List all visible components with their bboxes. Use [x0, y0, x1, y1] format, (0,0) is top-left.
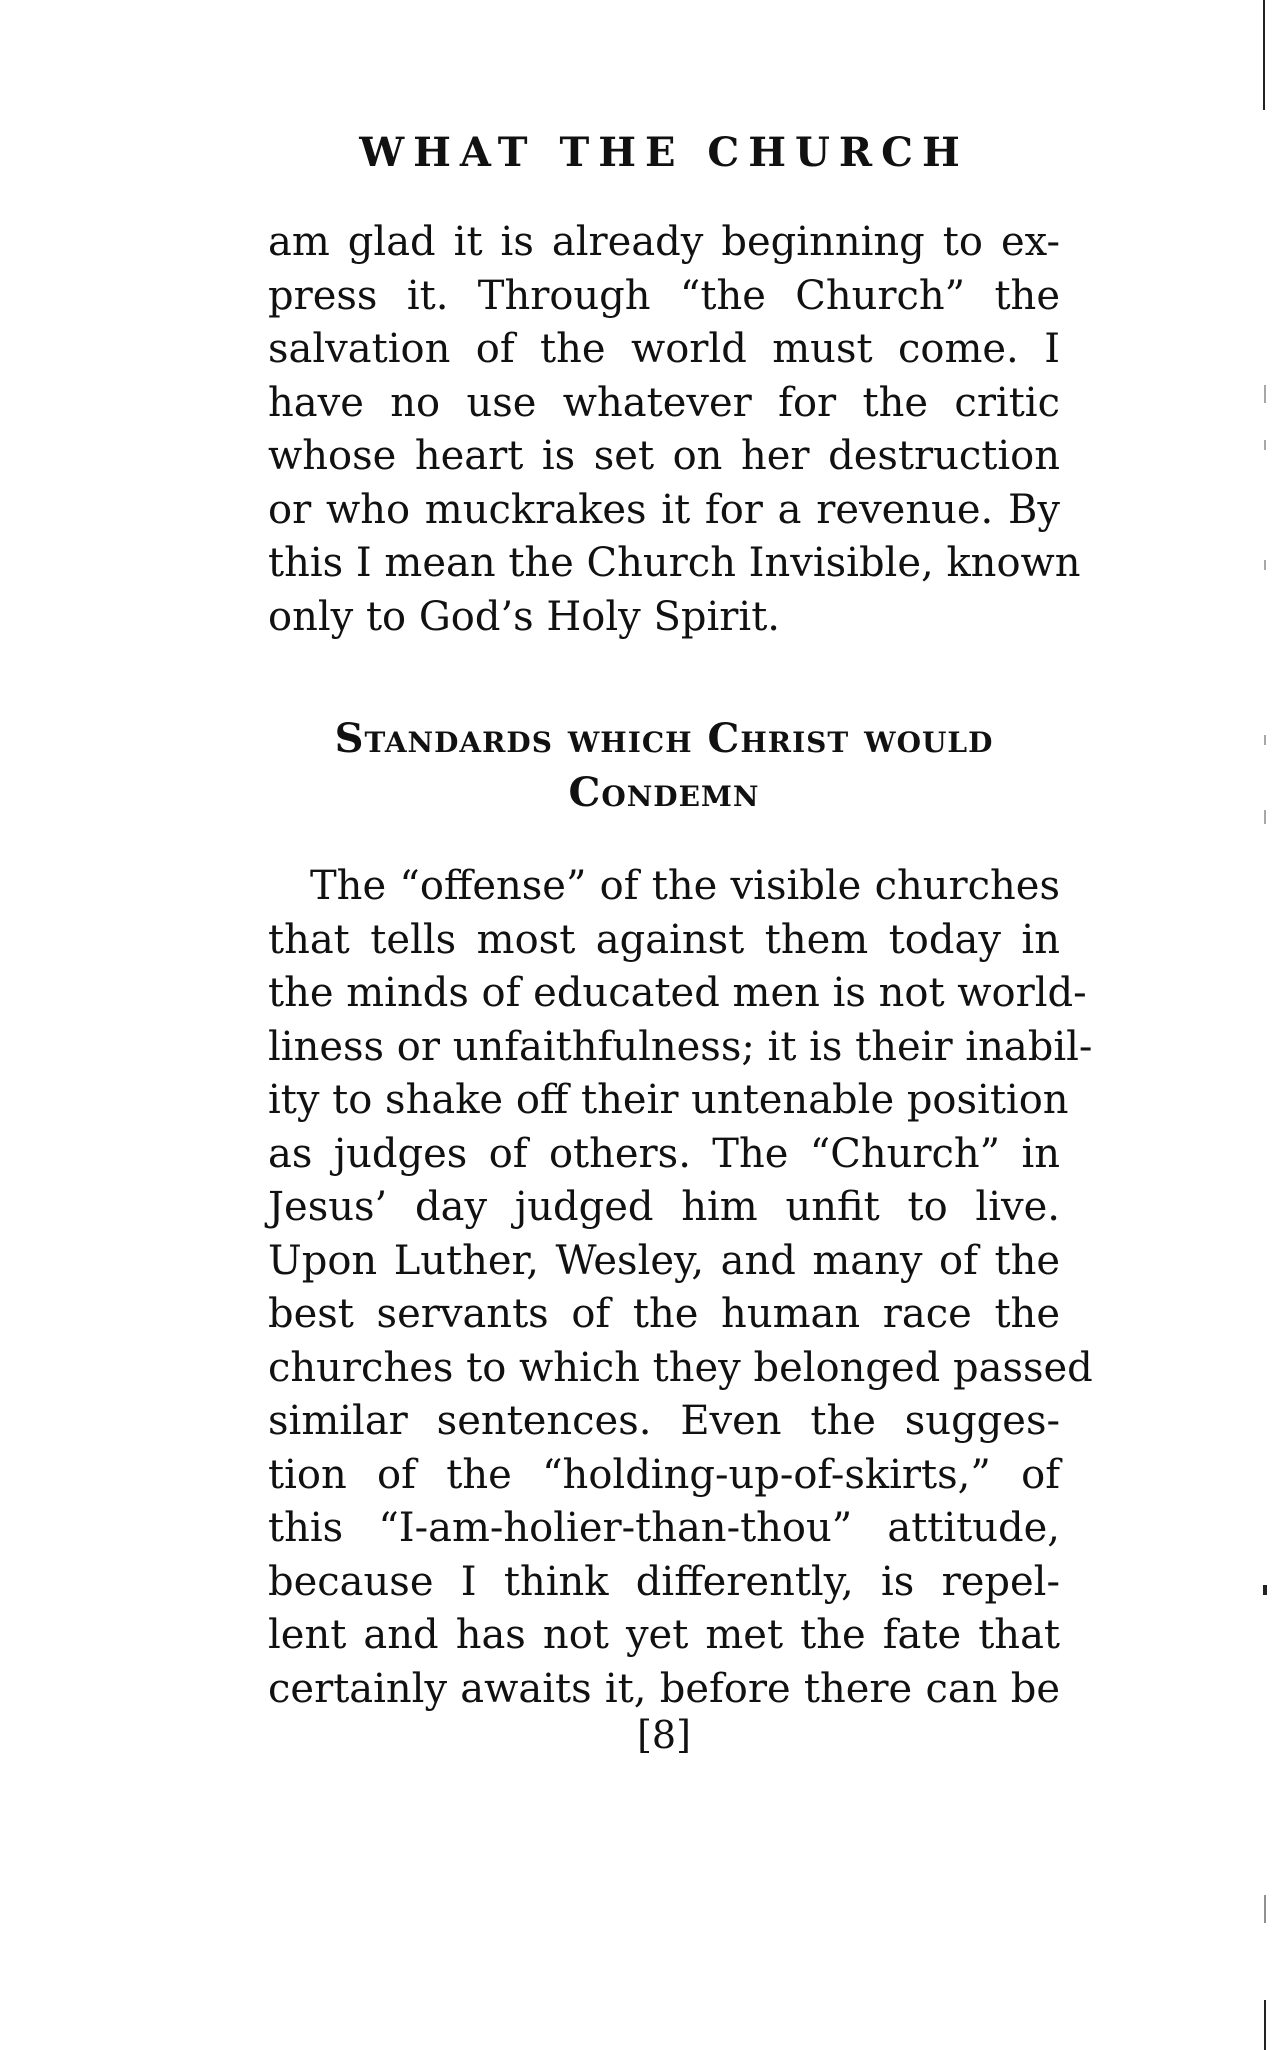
text-line: salvation of the world must come. I — [268, 326, 1060, 372]
paragraph-1 — [268, 216, 1081, 644]
section-heading — [268, 712, 1060, 820]
scan-mark — [1263, 1585, 1267, 1595]
text-line: press it. Through “the Church” the — [268, 272, 1060, 319]
text-line: lent and has not yet met the fate that — [268, 1612, 1060, 1658]
running-head: WHAT THE CHURCH — [359, 129, 969, 176]
paragraph-2 — [268, 860, 1093, 1716]
text-line: similar sentences. Even the sugges- — [268, 1398, 1060, 1444]
section-heading-line: Condemn — [568, 769, 760, 816]
text-line: because I think differently, is repel- — [268, 1558, 1060, 1605]
text-line: ity to shake off their untenable position — [268, 1077, 1069, 1123]
scan-mark — [1264, 2000, 1266, 2050]
text-line: tion of the “holding-up-of-skirts,” of — [268, 1451, 1060, 1498]
text-line: am glad it is already beginning to ex- — [268, 219, 1060, 265]
text-line: have no use whatever for the critic — [268, 379, 1060, 426]
scan-mark — [1264, 385, 1266, 403]
page-edge-scan-marks — [1228, 0, 1288, 2050]
text-line: that tells most against them today in — [268, 916, 1060, 963]
text-line: or who muckrakes it for a revenue. By — [268, 486, 1060, 533]
scan-mark — [1264, 1895, 1266, 1923]
text-line: liness or unfaithfulness; it is their inabil- — [268, 1023, 1093, 1070]
text-line: only to God’s Holy Spirit. — [268, 593, 780, 640]
scan-mark — [1264, 735, 1266, 745]
section-heading-line: Standards which Christ would — [334, 715, 994, 762]
scan-mark — [1264, 560, 1266, 570]
scan-mark — [1264, 810, 1266, 824]
text-line: as judges of others. The “Church” in — [268, 1130, 1060, 1177]
scan-mark — [1263, 0, 1265, 110]
text-line: the minds of educated men is not world- — [268, 970, 1087, 1016]
text-line: whose heart is set on her destruction — [268, 433, 1060, 479]
text-line: best servants of the human race the — [268, 1291, 1060, 1337]
text-line: certainly awaits it, before there can be — [268, 1665, 1060, 1712]
text-line: Jesus’ day judged him unfit to live. — [268, 1184, 1060, 1230]
text-line: this I mean the Church Invisible, known — [268, 540, 1081, 586]
scan-mark — [1264, 440, 1266, 450]
text-line: The “offense” of the visible churches — [310, 863, 1060, 909]
text-line: Upon Luther, Wesley, and many of the — [268, 1237, 1060, 1284]
text-line: churches to which they belonged passed — [268, 1344, 1093, 1391]
text-line: this “I-am-holier-than-thou” attitude, — [268, 1505, 1060, 1551]
page-number: [8] — [637, 1713, 691, 1757]
